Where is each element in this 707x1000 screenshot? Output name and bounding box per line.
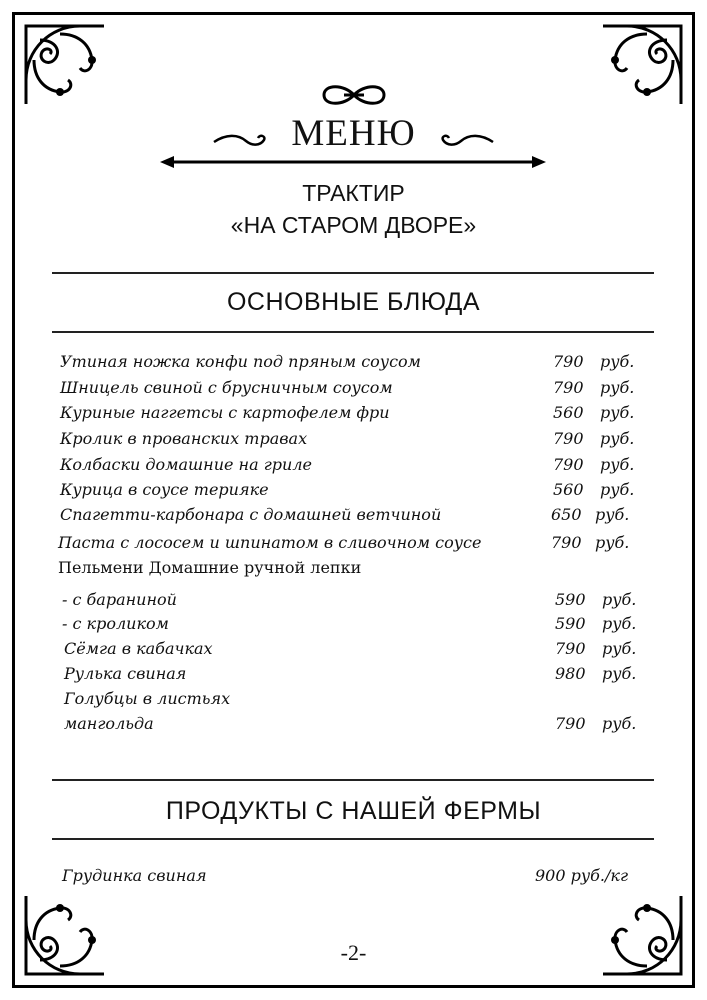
dish-price-unit: руб.	[600, 378, 635, 397]
menu-title: МЕНЮ	[291, 113, 416, 154]
dish-name: - с бараниной	[62, 590, 177, 609]
dish-price-unit: руб.	[602, 614, 637, 633]
dish-price: 790	[555, 714, 586, 733]
dish-price: 790	[553, 352, 584, 371]
dish-price: 590	[555, 614, 586, 633]
corner-ornament-bottom-right	[597, 890, 687, 980]
divider	[52, 331, 654, 333]
dish-price-unit: руб.	[602, 639, 637, 658]
dish-price: 560	[553, 480, 584, 499]
dish-name: Сёмга в кабачках	[64, 639, 213, 658]
divider	[52, 272, 654, 274]
dish-price-unit: руб.	[602, 664, 637, 683]
dish-name: Шницель свиной с брусничным соусом	[60, 378, 393, 397]
dish-price-unit: руб.	[600, 403, 635, 422]
dish-price-unit: руб.	[600, 480, 635, 499]
restaurant-type: ТРАКТИР	[302, 180, 405, 206]
dish-price-unit: руб.	[595, 533, 630, 552]
dish-price: 790	[553, 378, 584, 397]
dish-name: Курица в соусе терияке	[60, 480, 269, 499]
dish-name: Утиная ножка конфи под пряным соусом	[60, 352, 421, 371]
dish-price-unit: руб.	[602, 714, 637, 733]
menu-title-row	[0, 112, 707, 155]
dish-price: 650	[551, 505, 582, 524]
dish-name: Паста с лососем и шпинатом в сливочном соусе	[58, 533, 482, 552]
dish-price: 980	[555, 664, 586, 683]
section-title-main: ОСНОВНЫЕ БЛЮДА	[226, 288, 481, 316]
section-title-farm: ПРОДУКТЫ С НАШЕЙ ФЕРМЫ	[165, 797, 542, 825]
dish-group-name: Пельмени Домашние ручной лепки	[58, 558, 362, 577]
dish-name: Рулька свиная	[64, 664, 187, 683]
dish-price: 790	[555, 639, 586, 658]
arrow-divider	[160, 154, 546, 170]
dish-price-unit: руб.	[600, 352, 635, 371]
dish-price-unit: руб.	[600, 455, 635, 474]
dish-price-unit: руб.	[595, 505, 630, 524]
corner-ornament-bottom-left	[20, 890, 110, 980]
divider	[52, 838, 654, 840]
divider	[52, 779, 654, 781]
dish-name: Куриные наггетсы с картофелем фри	[60, 403, 390, 422]
bow-ornament	[318, 82, 390, 108]
farm-product-price: 900 руб./кг	[535, 866, 629, 885]
dish-name: - с кроликом	[62, 614, 169, 633]
dish-price-unit: руб.	[600, 429, 635, 448]
dish-price: 790	[553, 429, 584, 448]
dish-price: 560	[553, 403, 584, 422]
corner-ornament-top-left	[20, 20, 110, 110]
dish-price-unit: руб.	[602, 590, 637, 609]
dish-name: Спагетти-карбонара с домашней ветчиной	[60, 505, 442, 524]
dish-name: Голубцы в листьях	[64, 689, 231, 708]
dish-price: 790	[551, 533, 582, 552]
swirl-left-icon	[212, 130, 268, 152]
dish-name: Колбаски домашние на гриле	[60, 455, 312, 474]
swirl-right-icon	[439, 130, 495, 152]
dish-name: мангольда	[64, 714, 154, 733]
page-number: -2-	[340, 940, 367, 965]
dish-price: 790	[553, 455, 584, 474]
restaurant-name: «НА СТАРОМ ДВОРЕ»	[230, 212, 477, 238]
corner-ornament-top-right	[597, 20, 687, 110]
dish-name: Кролик в прованских травах	[60, 429, 308, 448]
dish-price: 590	[555, 590, 586, 609]
farm-product-name: Грудинка свиная	[62, 866, 207, 885]
